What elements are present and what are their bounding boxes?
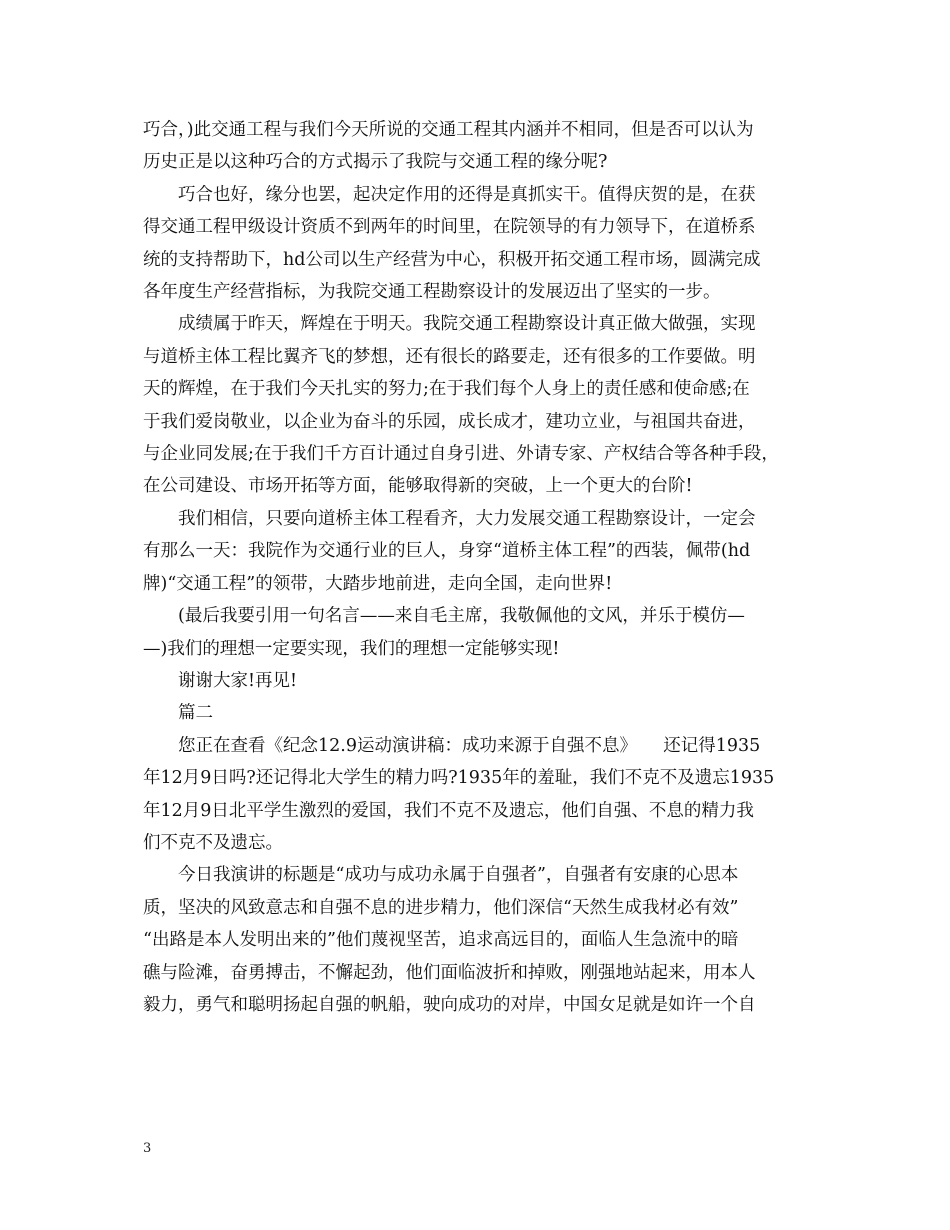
text-line: 礁与险滩，奋勇搏击，不懈起劲，他们面临波折和掉败，刚强地站起来，用本人 — [143, 962, 756, 983]
text-line: 谢谢大家!再见! — [178, 670, 298, 691]
text-line: 于我们爱岗敬业，以企业为奋斗的乐园，成长成才，建功立业，与祖国共奋进， — [143, 411, 756, 432]
text-line: 得交通工程甲级设计资质不到两年的时间里，在院领导的有力领导下，在道桥系 — [143, 217, 756, 238]
text-line: 年12月9日北平学生激烈的爱国，我们不克不及遗忘，他们自强、不息的精力我 — [143, 800, 754, 821]
text-line: (最后我要引用一句名言——来自毛主席，我敬佩他的文风，并乐于模仿— — [178, 606, 745, 627]
text-line: 篇二 — [178, 703, 213, 724]
text-line: —)我们的理想一定要实现，我们的理想一定能够实现! — [143, 638, 560, 659]
text-line: 与企业同发展;在于我们千方百计通过自身引进、外请专家、产权结合等各种手段， — [143, 444, 779, 465]
text-line: 各年度生产经营指标，为我院交通工程勘察设计的发展迈出了坚实的一步。 — [143, 282, 721, 303]
text-line: “出路是本人发明出来的”他们蔑视坚苦，追求高远目的，面临人生急流中的暗 — [143, 930, 739, 951]
text-line: 我们相信，只要向道桥主体工程看齐，大力发展交通工程勘察设计，一定会 — [178, 508, 756, 529]
text-line: 今日我演讲的标题是“成功与成功永属于自强者”，自强者有安康的心思本 — [178, 865, 739, 886]
text-line: 历史正是以这种巧合的方式揭示了我院与交通工程的缘分呢? — [143, 152, 608, 173]
text-line: 您正在查看《纪念12.9运动演讲稿：成功来源于自强不息》 还记得1935 — [178, 735, 761, 756]
text-line: 统的支持帮助下，hd公司以生产经营为中心，积极开拓交通工程市场，圆满完成 — [143, 249, 761, 270]
text-line: 巧合，)此交通工程与我们今天所说的交通工程其内涵并不相同，但是否可以认为 — [143, 120, 754, 140]
text-line: 巧合也好，缘分也罢，起决定作用的还得是真抓实干。值得庆贺的是，在获 — [178, 184, 756, 205]
text-line: 牌)“交通工程”的领带，大踏步地前进，走向全国，走向世界! — [143, 573, 613, 594]
document-body — [143, 114, 811, 1021]
text-line: 毅力，勇气和聪明扬起自强的帆船，驶向成功的对岸，中国女足就是如许一个自 — [143, 994, 756, 1015]
text-line: 们不克不及遗忘。 — [143, 832, 283, 853]
text-line: 与道桥主体工程比翼齐飞的梦想，还有很长的路要走，还有很多的工作要做。明 — [143, 346, 756, 367]
text-line: 质，坚决的风致意志和自强不息的进步精力，他们深信“天然生成我材必有效” — [143, 897, 739, 918]
text-line: 成绩属于昨天，辉煌在于明天。我院交通工程勘察设计真正做大做强，实现 — [178, 314, 756, 335]
text-line: 天的辉煌，在于我们今天扎实的努力;在于我们每个人身上的责任感和使命感;在 — [143, 379, 750, 400]
text-line: 有那么一天：我院作为交通行业的巨人，身穿“道桥主体工程”的西装，佩带(hd — [143, 541, 751, 562]
page-number: 3 — [143, 1141, 152, 1156]
text-line: 年12月9日吗?还记得北大学生的精力吗?1935年的羞耻，我们不克不及遗忘1935 — [143, 768, 775, 789]
text-line: 在公司建设、市场开拓等方面，能够取得新的突破，上一个更大的台阶! — [143, 476, 693, 497]
